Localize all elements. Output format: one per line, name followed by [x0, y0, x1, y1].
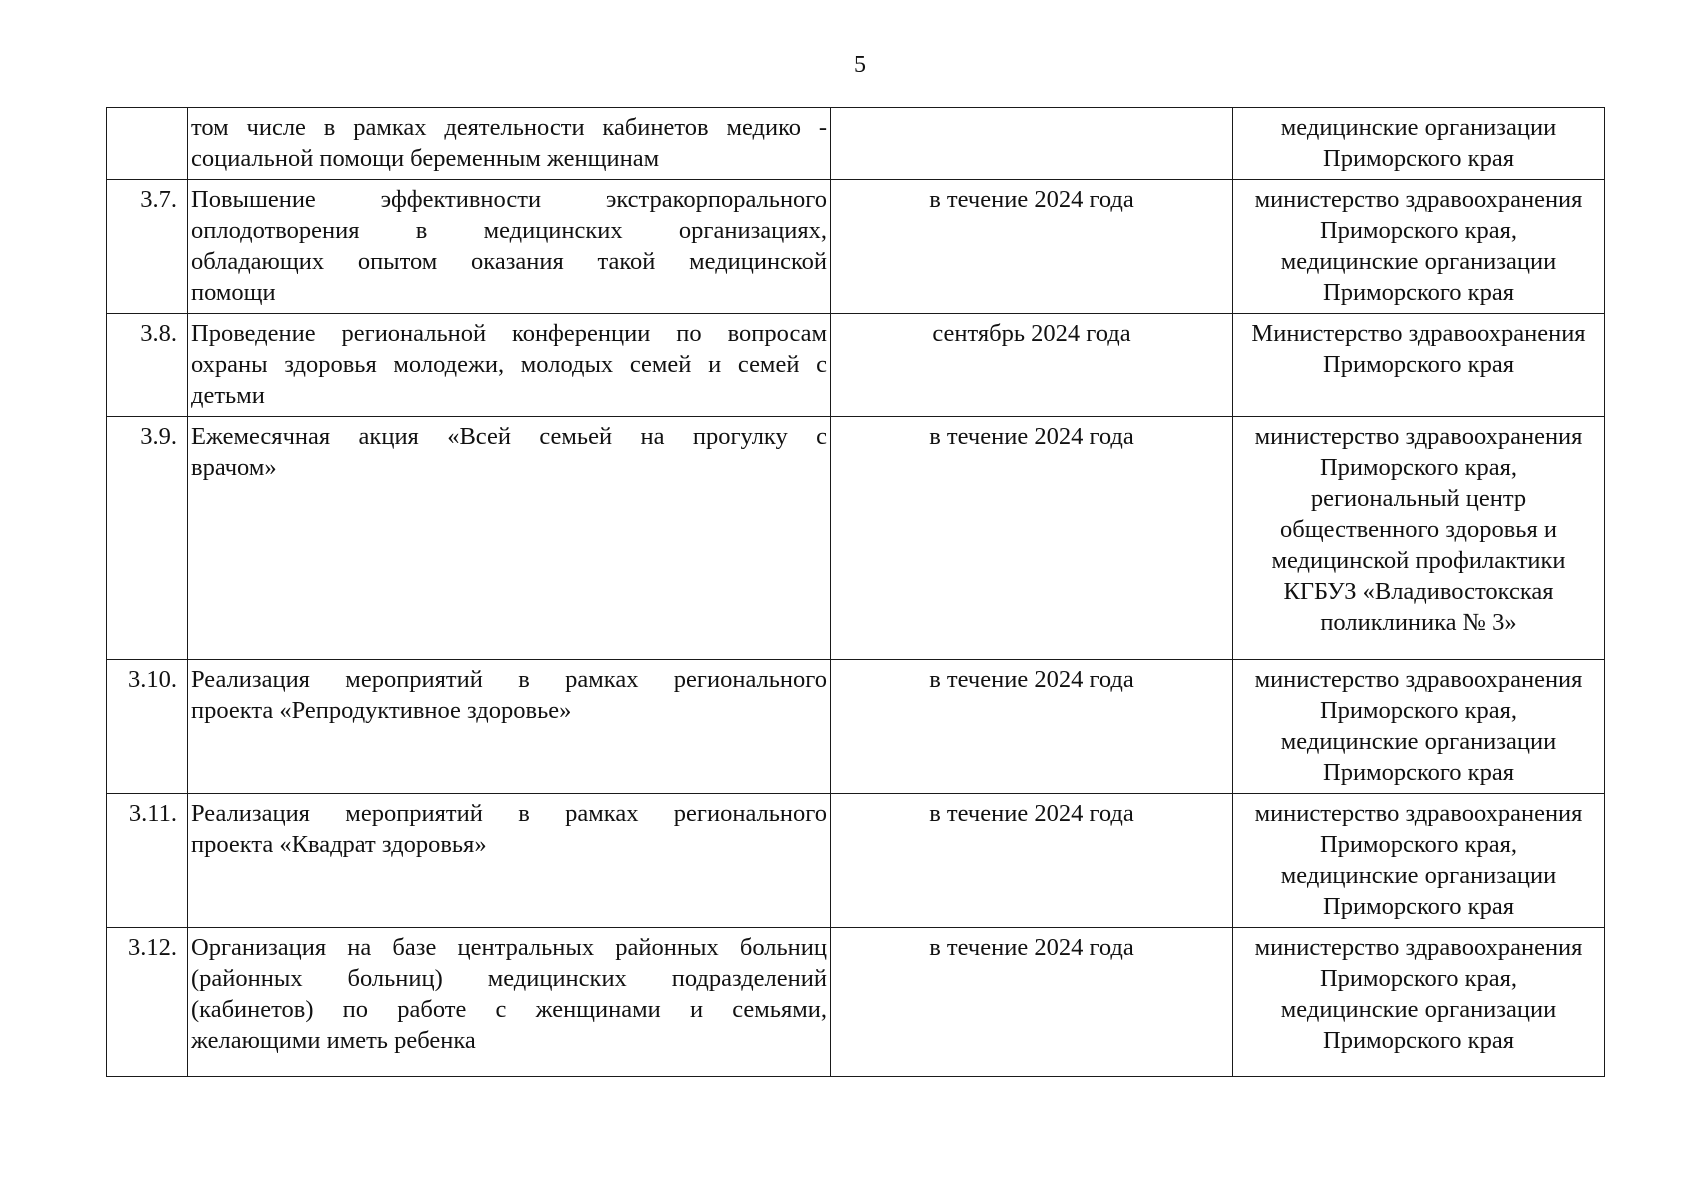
responsible-line: Приморского края	[1323, 1027, 1514, 1054]
activity-text	[188, 660, 831, 794]
activity-text-line: врачом»	[191, 454, 277, 481]
responsible-line: Приморского края	[1323, 279, 1514, 306]
activity-text-line: Повышение эффективности экстракорпорального	[191, 186, 827, 213]
table-row	[107, 417, 1605, 660]
responsible-line: региональный центр	[1310, 485, 1527, 512]
row-number: 3.12.	[107, 928, 188, 1077]
deadline: в течение 2024 года	[831, 660, 1233, 794]
table-row	[107, 180, 1605, 314]
responsible-line: медицинской профилактики	[1271, 547, 1566, 574]
responsible-line: медицинские организации	[1280, 862, 1557, 889]
page-number: 5	[854, 52, 866, 78]
plan-table-body	[107, 108, 1605, 1077]
row-number: 3.9.	[107, 417, 188, 660]
activity-text	[188, 108, 831, 180]
deadline: сентябрь 2024 года	[831, 314, 1233, 417]
plan-table	[106, 107, 1605, 1077]
row-number	[107, 108, 188, 180]
responsible-line: Приморского края	[1323, 893, 1514, 920]
responsible-line: Приморского края,	[1319, 454, 1518, 481]
activity-text-line: помощи	[191, 279, 276, 306]
responsible-line: министерство здравоохранения	[1254, 186, 1583, 213]
responsible-line: медицинские организации	[1280, 996, 1557, 1023]
activity-text-line: охраны здоровья молодежи, молодых семей и семей с	[191, 351, 827, 378]
activity-text-line: проекта «Репродуктивное здоровье»	[191, 697, 572, 724]
responsible	[1233, 314, 1605, 417]
deadline: в течение 2024 года	[831, 180, 1233, 314]
activity-text	[188, 417, 831, 660]
responsible-line: КГБУЗ «Владивостокская	[1283, 578, 1554, 605]
activity-text-line: Организация на базе центральных районных больниц	[191, 934, 827, 961]
responsible-line: медицинские организации	[1280, 114, 1557, 141]
table-row	[107, 660, 1605, 794]
deadline: в течение 2024 года	[831, 928, 1233, 1077]
activity-text	[188, 928, 831, 1077]
responsible-line: министерство здравоохранения	[1254, 800, 1583, 827]
activity-text-line: (районных больниц) медицинских подразделений	[191, 965, 827, 992]
deadline: в течение 2024 года	[831, 794, 1233, 928]
responsible	[1233, 660, 1605, 794]
responsible-line: министерство здравоохранения	[1254, 934, 1583, 961]
activity-text-line: том числе в рамках деятельности кабинетов медико -	[191, 114, 827, 141]
row-number: 3.11.	[107, 794, 188, 928]
table-row	[107, 108, 1605, 180]
responsible-line: Министерство здравоохранения	[1251, 320, 1586, 347]
responsible-line: медицинские организации	[1280, 728, 1557, 755]
activity-text-line: проекта «Квадрат здоровья»	[191, 831, 487, 858]
activity-text-line: обладающих опытом оказания такой медицинской	[191, 248, 827, 275]
responsible-line: Приморского края,	[1319, 217, 1518, 244]
responsible	[1233, 928, 1605, 1077]
responsible-line: Приморского края	[1323, 759, 1514, 786]
activity-text-line: детьми	[191, 382, 265, 409]
responsible-line: Приморского края,	[1319, 831, 1518, 858]
responsible-line: Приморского края,	[1319, 697, 1518, 724]
row-number: 3.10.	[107, 660, 188, 794]
activity-text-line: желающими иметь ребенка	[191, 1027, 476, 1054]
responsible-line: Приморского края,	[1319, 965, 1518, 992]
deadline: в течение 2024 года	[831, 417, 1233, 660]
responsible-line: общественного здоровья и	[1280, 516, 1557, 543]
responsible-line: Приморского края	[1323, 145, 1514, 172]
activity-text-line: Реализация мероприятий в рамках регионального	[191, 800, 827, 827]
responsible-line: поликлиника № 3»	[1320, 609, 1517, 636]
responsible	[1233, 108, 1605, 180]
activity-text	[188, 180, 831, 314]
table-row	[107, 928, 1605, 1077]
deadline	[831, 108, 1233, 180]
activity-text	[188, 794, 831, 928]
activity-text-line: (кабинетов) по работе с женщинами и семьями,	[191, 996, 827, 1023]
activity-text-line: Реализация мероприятий в рамках регионального	[191, 666, 827, 693]
activity-text	[188, 314, 831, 417]
responsible	[1233, 417, 1605, 660]
table-row	[107, 314, 1605, 417]
activity-text-line: Проведение региональной конференции по вопросам	[191, 320, 827, 347]
responsible-line: министерство здравоохранения	[1254, 423, 1583, 450]
row-number: 3.8.	[107, 314, 188, 417]
activity-text-line: социальной помощи беременным женщинам	[191, 145, 660, 172]
responsible-line: медицинские организации	[1280, 248, 1557, 275]
responsible-line: министерство здравоохранения	[1254, 666, 1583, 693]
responsible-line: Приморского края	[1323, 351, 1514, 378]
activity-text-line: Ежемесячная акция «Всей семьей на прогулку с	[191, 423, 827, 450]
responsible	[1233, 180, 1605, 314]
row-number: 3.7.	[107, 180, 188, 314]
table-row	[107, 794, 1605, 928]
responsible	[1233, 794, 1605, 928]
activity-text-line: оплодотворения в медицинских организациях,	[191, 217, 827, 244]
